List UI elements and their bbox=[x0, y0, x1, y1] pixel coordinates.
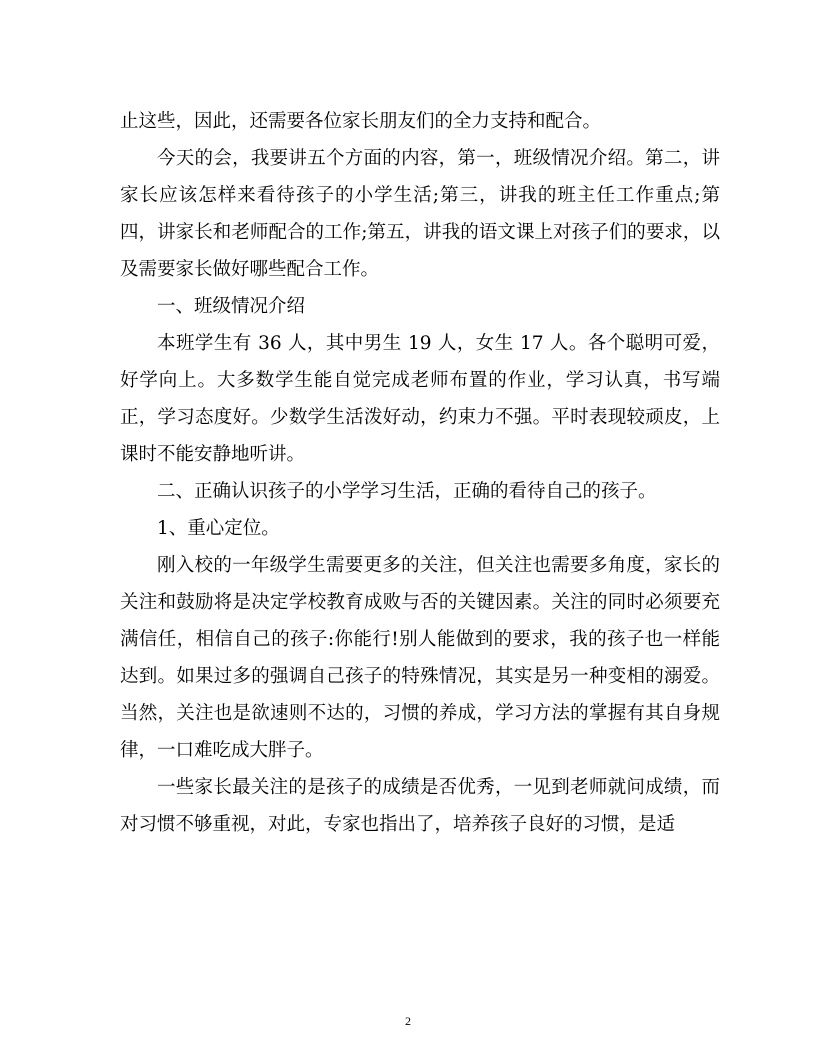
paragraph-class-overview: 本班学生有 36 人，其中男生 19 人，女生 17 人。各个聪明可爱，好学向上。大多数学生能自觉完成老师布置的作业，学习认真，书写端正，学习态度好。少数学生活泼好动，约束力不强。平时表现较顽皮，上课时不能安静地听讲。 bbox=[120, 333, 720, 465]
heading-school-life: 二、正确认识孩子的小学学习生活，正确的看待自己的孩子。 bbox=[157, 481, 657, 502]
subheading-focus: 1、重心定位。 bbox=[157, 518, 280, 539]
paragraph-continuation: 止这些，因此，还需要各位家长朋友们的全力支持和配合。 bbox=[120, 111, 602, 132]
paragraph-meeting-outline: 今天的会，我要讲五个方面的内容，第一，班级情况介绍。第二，讲家长应该怎样来看待孩子的小学生活;第三，讲我的班主任工作重点;第四，讲家长和老师配合的工作;第五，讲我的语文课上对孩子们的要求，以及需要家长做好哪些配合工作。 bbox=[120, 148, 720, 280]
paragraph-grades-habits: 一些家长最关注的是孩子的成绩是否优秀，一见到老师就问成绩，而对习惯不够重视，对此，专家也指出了，培养孩子良好的习惯，是适 bbox=[120, 777, 720, 835]
paragraph-attention: 刚入校的一年级学生需要更多的关注，但关注也需要多角度，家长的关注和鼓励将是决定学校教育成败与否的关键因素。关注的同时必须要充满信任，相信自己的孩子:你能行!别人能做到的要求，我的孩子也一样能达到。如果过多的强调自己孩子的特殊情况，其实是另一种变相的溺爱。当然，关注也是欲速则不达的，习惯的养成，学习方法的掌握有其自身规律，一口难吃成大胖子。 bbox=[120, 555, 720, 761]
document-body bbox=[120, 103, 720, 843]
heading-class-overview: 一、班级情况介绍 bbox=[157, 296, 306, 317]
page-number: 2 bbox=[405, 1014, 411, 1028]
